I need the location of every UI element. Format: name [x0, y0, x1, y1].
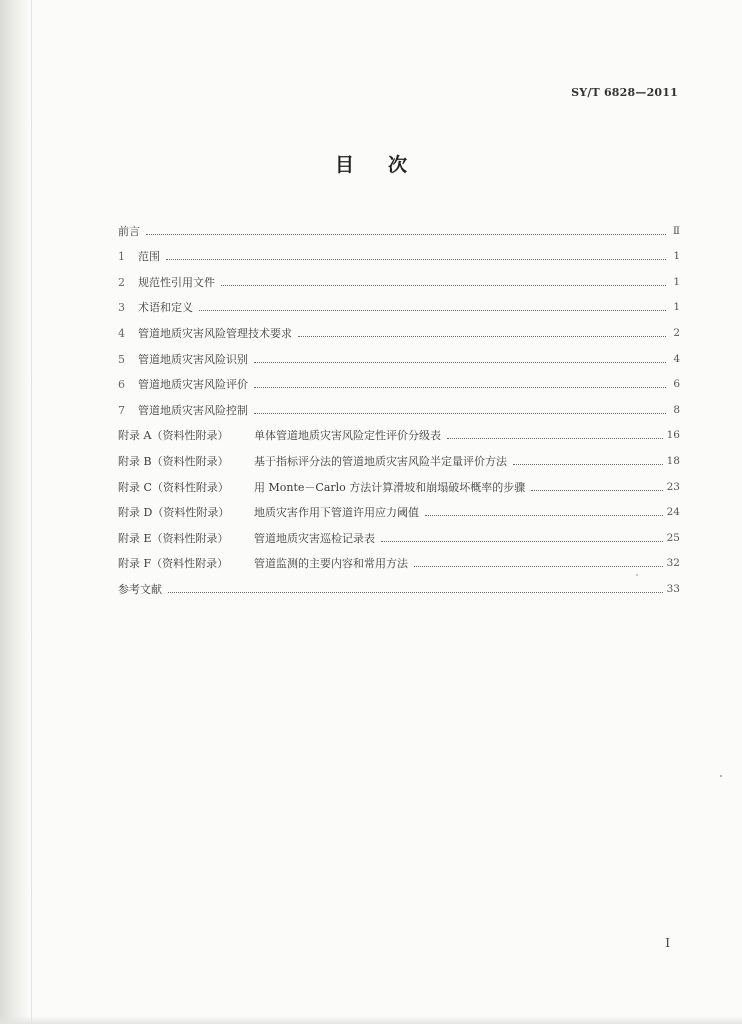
toc-leader-dots [513, 463, 663, 465]
toc-entry-label [118, 276, 215, 289]
toc-entry-number: 1 [118, 250, 125, 264]
toc-entry [118, 519, 680, 545]
toc-page-number: 2 [673, 326, 680, 339]
toc-appendix-heading: 附录 B（资料性附录） [118, 454, 229, 468]
toc-entry [118, 391, 680, 417]
toc-entry-number: 3 [118, 301, 125, 315]
toc-entry-title: 基于指标评分法的管道地质灾害风险半定量评价方法 [254, 454, 507, 468]
toc-appendix-heading: 附录 C（资料性附录） [118, 480, 229, 494]
toc-entry-title: 管道地质灾害风险控制 [138, 403, 248, 417]
toc-leader-dots [381, 540, 663, 542]
toc-page-number: 4 [673, 352, 680, 365]
scan-speck [636, 574, 638, 576]
toc-entry-title: 术语和定义 [138, 301, 193, 315]
toc-entry [118, 340, 680, 366]
toc-appendix-heading: 附录 F（资料性附录） [118, 557, 229, 571]
toc-entry [118, 442, 680, 468]
toc-page-number: 16 [666, 429, 680, 442]
toc-entry-label [118, 455, 507, 468]
toc-entry [118, 468, 680, 494]
toc-leader-dots [531, 489, 662, 491]
toc-leader-dots [414, 565, 663, 567]
toc-entry [118, 494, 680, 520]
toc-entry [118, 570, 680, 596]
toc-leader-dots [254, 412, 666, 414]
toc-entry [118, 366, 680, 392]
toc-entry [118, 289, 680, 315]
toc-entry-title: 管道地质灾害风险评价 [138, 378, 248, 392]
toc-page-number: 1 [673, 275, 680, 288]
toc-entry-number: 2 [118, 275, 125, 289]
toc-page-number: 1 [673, 301, 680, 314]
toc-entry-title: 管道监测的主要内容和常用方法 [254, 557, 408, 571]
toc-page-number: 24 [666, 506, 680, 519]
toc-page-number: 23 [666, 480, 680, 493]
toc-entry-label [118, 506, 419, 519]
toc-entry-title: 单体管道地质灾害风险定性评价分级表 [254, 429, 441, 443]
toc-entry-label [118, 301, 193, 314]
toc-leader-dots [221, 284, 666, 286]
toc-leader-dots [425, 514, 663, 516]
toc-entry [118, 314, 680, 340]
toc-entry-label [118, 481, 525, 494]
toc-leader-dots [166, 258, 666, 260]
toc-leader-dots [199, 309, 666, 311]
toc-entry-title: 地质灾害作用下管道许用应力阈值 [254, 506, 419, 520]
page-title [0, 150, 742, 177]
toc-leader-dots [447, 437, 663, 439]
toc-leader-dots [254, 386, 666, 388]
toc-entry-label [118, 532, 375, 545]
title-char-1: 目 [334, 154, 354, 176]
toc-entry-label [118, 404, 248, 417]
toc-appendix-heading: 附录 A（资料性附录） [118, 429, 229, 443]
toc-leader-dots [298, 335, 666, 337]
toc-appendix-heading: 附录 D（资料性附录） [118, 506, 230, 520]
toc-entry-title: 用 Monte－Carlo 方法计算滑坡和崩塌破坏概率的步骤 [254, 480, 526, 494]
toc-entry-title: 前言 [118, 224, 140, 238]
toc-page-number: 33 [666, 582, 680, 595]
toc-page-number: 6 [673, 378, 680, 391]
toc-entry-label [118, 327, 292, 340]
toc-entry-number: 5 [118, 352, 125, 366]
toc-entry-title: 管道地质灾害风险识别 [138, 352, 248, 366]
standard-number: SY/T 6828—2011 [571, 86, 678, 99]
toc-entry [118, 263, 680, 289]
toc-page-number: 8 [673, 403, 680, 416]
toc-entry-number: 7 [118, 403, 125, 417]
toc-entry-label [118, 353, 248, 366]
toc-entry-label [118, 378, 248, 391]
toc-page-number: 32 [666, 557, 680, 570]
toc-entry [118, 238, 680, 264]
toc-appendix-heading: 附录 E（资料性附录） [118, 531, 229, 545]
toc-leader-dots [168, 591, 663, 593]
toc-leader-dots [146, 233, 666, 235]
page-number: I [665, 936, 670, 950]
toc-page-number: 18 [666, 454, 680, 467]
toc-leader-dots [254, 361, 666, 363]
toc-entry-title: 规范性引用文件 [138, 275, 215, 289]
toc-entry-title: 参考文献 [118, 582, 162, 596]
scan-bottom-edge [0, 1016, 742, 1024]
toc-entry-title: 管道地质灾害风险管理技术要求 [138, 326, 292, 340]
toc-entry [118, 212, 680, 238]
table-of-contents [118, 212, 680, 596]
toc-entry-label [118, 429, 441, 442]
toc-entry-label [118, 583, 162, 596]
toc-entry-label [118, 557, 408, 570]
toc-entry-title: 范围 [138, 250, 160, 264]
toc-page-number: Ⅱ [672, 224, 680, 237]
title-char-2: 次 [388, 154, 408, 176]
toc-entry-label [118, 225, 140, 238]
toc-page-number: 25 [666, 531, 680, 544]
toc-entry [118, 545, 680, 571]
toc-entry-number: 4 [118, 326, 125, 340]
toc-entry-number: 6 [118, 378, 125, 392]
toc-entry [118, 417, 680, 443]
toc-page-number: 1 [673, 250, 680, 263]
toc-entry-title: 管道地质灾害巡检记录表 [254, 531, 375, 545]
scan-speck [720, 775, 722, 777]
toc-entry-label [118, 250, 160, 263]
